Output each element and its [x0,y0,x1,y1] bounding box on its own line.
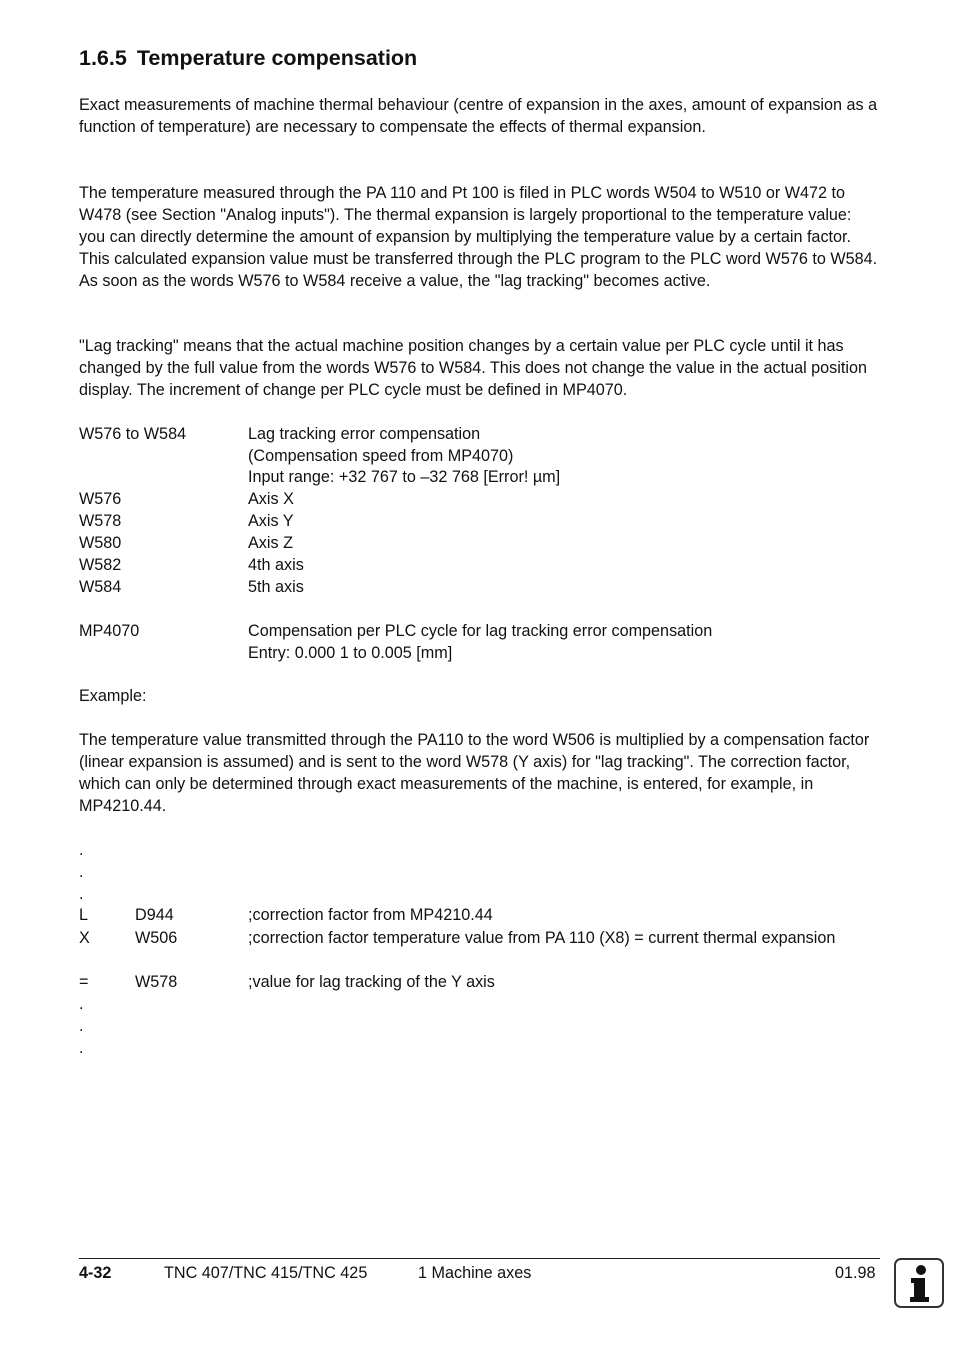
code-line [79,993,879,1015]
code-comment: ;correction factor from MP4210.44 [248,906,493,924]
definition-row [79,445,879,467]
example-label: Example: [79,687,147,705]
code-op: L [79,906,89,924]
paragraph-lag-tracking: "Lag tracking" means that the actual machine position changes by a certain value per PLC cycle until it has changed by the full value from the words W576 to W584. This does not change the value in the actual position display. The increment of change per PLC cycle must be defined in MP4070. [79,337,867,399]
code-line [79,904,879,926]
definition-value: 5th axis [248,578,304,596]
code-op: . [79,841,84,859]
definition-key: W582 [79,556,122,574]
code-op: . [79,863,84,881]
paragraph-temperature: The temperature measured through the PA 110 and Pt 100 is filed in PLC words W504 to W510 or W472 to W478 (see Section "Analog inputs"). The thermal expansion is largely proportional to the temperature value: you can directly determine the amount of expansion by multiplying the temperature value by a certain factor. This calculated expansion value must be transferred through the PLC program to the PLC word W576 to W584. As soon as the words W576 to W584 receive a value, the "lag tracking" becomes active. [79,184,878,290]
edition-date: 01.98 [835,1264,876,1282]
definition-key: W576 to W584 [79,425,187,443]
footer-rule [79,1258,880,1259]
definition-row [79,532,879,554]
parameter-value: Entry: 0.000 1 to 0.005 [mm] [248,644,453,662]
section-number: 1.6.5 [79,46,127,70]
code-operand: D944 [135,906,174,924]
section-title: Temperature compensation [136,46,418,70]
code-line [79,971,879,993]
definition-value: Axis Z [248,534,293,552]
chapter-name: 1 Machine axes [418,1264,532,1282]
code-comment: ;value for lag tracking of the Y axis [248,973,495,991]
parameter-key: MP4070 [79,622,140,640]
code-line [79,839,879,861]
product-name: TNC 407/TNC 415/TNC 425 [164,1264,368,1282]
parameter-row [79,620,879,642]
definition-value: Lag tracking error compensation [248,425,481,443]
code-operand: W578 [135,973,178,991]
section-heading [79,44,417,72]
page-number: 4-32 [79,1264,112,1282]
code-line [79,861,879,883]
code-line [79,1015,879,1037]
parameter-value: Compensation per PLC cycle for lag tracking error compensation [248,622,713,640]
code-comment: ;correction factor temperature value from PA 110 (X8) = current thermal expansion [248,929,836,947]
definition-value: Axis X [248,490,294,508]
code-line [79,883,879,905]
definition-key: W584 [79,578,122,596]
definition-row [79,576,879,598]
code-operand: W506 [135,929,178,947]
definition-value: 4th axis [248,556,304,574]
code-line [79,927,879,971]
definition-row [79,466,879,488]
code-op: = [79,973,89,991]
definition-row [79,488,879,510]
definition-key: W576 [79,490,122,508]
code-op: . [79,995,84,1013]
info-glyph [896,1260,942,1306]
example-paragraph: The temperature value transmitted through the PA110 to the word W506 is multiplied by a compensation factor (linear expansion is assumed) and is sent to the word W578 (Y axis) for "lag tracking". The correction factor, which can only be determined through exact measurements of the machine, is entered, for example, in MP4210.44. [79,731,870,815]
parameter-row [79,642,879,664]
definition-row [79,554,879,576]
code-op: . [79,1039,84,1057]
code-op: . [79,885,84,903]
definition-row [79,423,879,445]
code-op: X [79,929,90,947]
info-i-icon [894,1258,944,1308]
code-op: . [79,1017,84,1035]
definition-key: W580 [79,534,122,552]
definition-value: Axis Y [248,512,294,530]
definition-key: W578 [79,512,122,530]
paragraph-intro: Exact measurements of machine thermal behaviour (centre of expansion in the axes, amount of expansion as a function of temperature) are necessary to compensate the effects of thermal expansion. [79,96,878,136]
code-line [79,1037,879,1059]
definition-row [79,510,879,532]
definition-value: Input range: +32 767 to –32 768 [Error! µm] [248,468,561,486]
definition-value: (Compensation speed from MP4070) [248,447,514,465]
